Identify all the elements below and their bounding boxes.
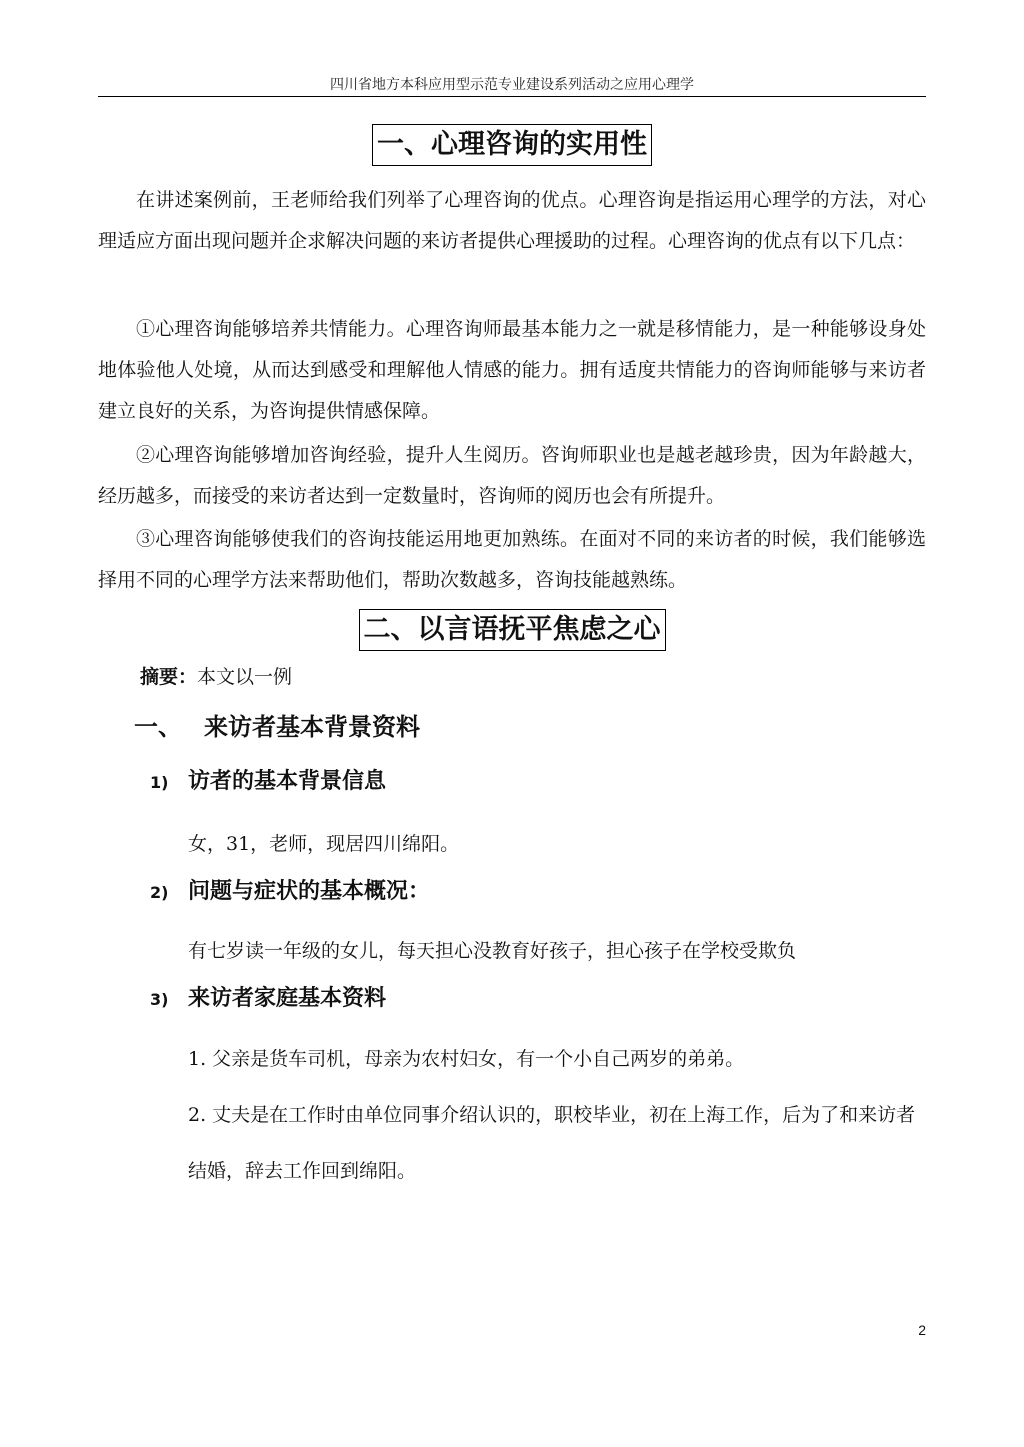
abstract-label: 摘要： (140, 666, 198, 688)
running-header: 四川省地方本科应用型示范专业建设系列活动之应用心理学 (330, 77, 694, 93)
section2-title: 二、以言语抚平焦虑之心 (359, 609, 666, 651)
section2-title-wrap (0, 609, 1024, 651)
item-3-line-2: 2. 丈夫是在工作时由单位同事介绍认识的，职校毕业，初在上海工作，后为了和来访者结婚，辞去工作回到绵阳。 (188, 1104, 916, 1182)
section1-title: 一、心理咨询的实用性 (372, 124, 652, 166)
section1-paragraph-4: ③心理咨询能够使我们的咨询技能运用地更加熟练。在面对不同的来访者的时候，我们能够选择用不同的心理学方法来帮助他们，帮助次数越多，咨询技能越熟练。 (98, 528, 926, 591)
item-3-heading (150, 983, 386, 1016)
heading-background-number: 一、 (134, 713, 182, 741)
section1-paragraph-1: 在讲述案例前，王老师给我们列举了心理咨询的优点。心理咨询是指运用心理学的方法，对心理适应方面出现问题并企求解决问题的来访者提供心理援助的过程。心理咨询的优点有以下几点： (98, 189, 926, 252)
item-2-heading (150, 876, 430, 909)
item-1-body: 女，31，老师，现居四川绵阳。 (188, 833, 460, 855)
header-rule (98, 96, 926, 97)
section1-paragraph-2: ①心理咨询能够培养共情能力。心理咨询师最基本能力之一就是移情能力，是一种能够设身处地体验他人处境，从而达到感受和理解他人情感的能力。拥有适度共情能力的咨询师能够与来访者建立良好的关系，为咨询提供情感保障。 (98, 318, 926, 422)
item-2-number: 2) (150, 883, 169, 902)
item-2-body: 有七岁读一年级的女儿，每天担心没教育好孩子，担心孩子在学校受欺负 (188, 940, 797, 962)
section1-title-wrap (0, 124, 1024, 166)
abstract-text: 本文以一例 (197, 666, 293, 688)
item-2-title: 问题与症状的基本概况： (188, 879, 431, 904)
item-1-title: 访者的基本背景信息 (188, 769, 387, 794)
heading-background-text: 来访者基本背景资料 (204, 713, 420, 741)
item-3-line-1: 1. 父亲是货车司机，母亲为农村妇女，有一个小自己两岁的弟弟。 (188, 1048, 745, 1070)
item-3-title: 来访者家庭基本资料 (188, 986, 387, 1011)
abstract (140, 662, 292, 692)
item-1-number: 1) (150, 773, 169, 792)
page-number: 2 (918, 1322, 926, 1338)
section1-paragraph-3: ②心理咨询能够增加咨询经验，提升人生阅历。咨询师职业也是越老越珍贵，因为年龄越大，经历越多，而接受的来访者达到一定数量时，咨询师的阅历也会有所提升。 (98, 444, 926, 507)
item-1-heading (150, 766, 386, 799)
heading-background (134, 710, 420, 744)
item-3-number: 3) (150, 990, 169, 1009)
